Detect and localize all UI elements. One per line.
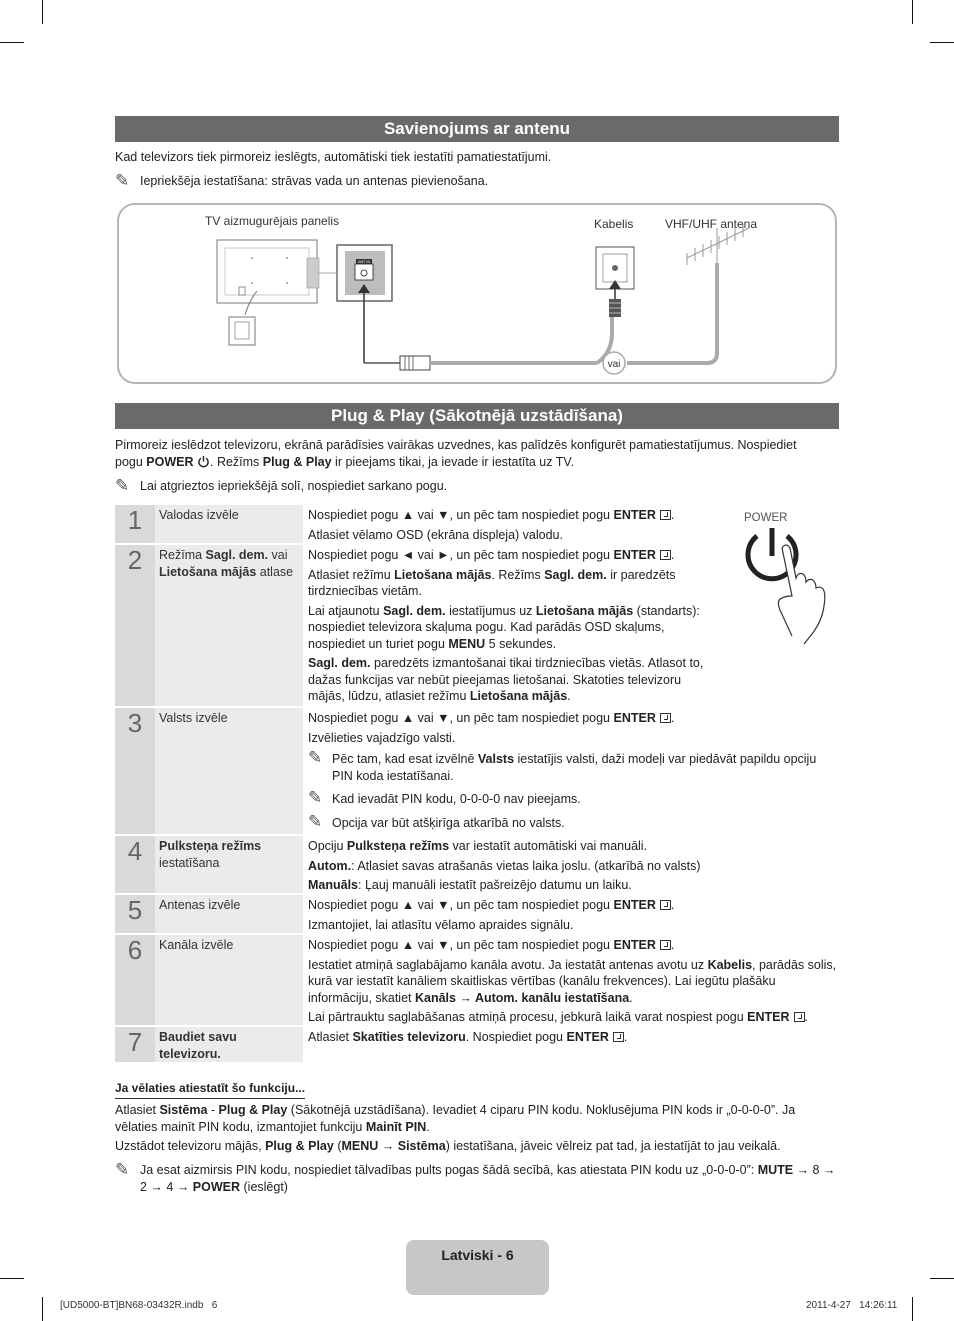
section-title-plug-and-play: Plug & Play (Sākotnējā uzstādīšana) xyxy=(115,403,839,429)
enter-icon xyxy=(660,510,671,520)
step-label-6: Kanāla izvēle xyxy=(155,935,303,1025)
power-button-label: POWER xyxy=(744,512,788,524)
coax-plug xyxy=(400,356,430,370)
step-number-3: 3 xyxy=(115,708,155,834)
crop-mark xyxy=(930,1278,954,1279)
pencil-icon: ✎ xyxy=(308,748,323,767)
step-number-4: 4 xyxy=(115,836,155,893)
enter-icon xyxy=(660,940,671,950)
crop-mark xyxy=(912,1297,913,1321)
step-content-2: Nospiediet pogu ◄ vai ►, un pēc tam nospiediet pogu ENTER . Atlasiet režīmu Lietošana mājās. Režīms Sagl. dem. ir paredzēts tirdzniecības vietām. Lai atjaunotu Sagl. dem. iestatījumus uz Lietošana mājās (standarts): nospiediet televizora skaļuma pogu. Kad parādās OSD skaļums, nospiediet un turiet pogu MENU 5 sekundes. Sagl. dem. paredzēts izmantošanai tikai tirdzniecības vietās. Atlasot to, dažas funkcijas var nebūt pieejamas lietošanai. Skatoties televizoru mājās, lūdzu, atlasiet režīmu Lietošana mājās. xyxy=(308,548,704,703)
page-number-tab: Latviski - 6 xyxy=(406,1240,549,1295)
reset-paragraph-1: Atlasiet Sistēma - Plug & Play (Sākotnējā uzstādīšana). Ievadiet 4 ciparu PIN kodu. Noklusējuma PIN kods ir „0-0-0-0”. Ja vēlaties mainīt PIN kodu, izmantojiet funkciju Mainīt PIN. xyxy=(115,1103,796,1134)
antenna-label: VHF/UHF antena xyxy=(665,217,758,231)
step-content-1: Nospiediet pogu ▲ vai ▼, un pēc tam nospiediet pogu ENTER . Atlasiet vēlamo OSD (ekrāna displeja) valodu. xyxy=(308,508,675,542)
power-icon xyxy=(197,455,210,468)
crop-mark xyxy=(930,42,954,43)
section2-intro: Pirmoreiz ieslēdzot televizoru, ekrānā parādīsies vairākas uzvednes, kas palīdzēs konfigurēt pamatiestatījumus. Nospiediet pogu POWER . Režīms Plug & Play ir pieejams tikai, ja ievade ir iestatīta uz TV. xyxy=(115,438,797,469)
crop-mark xyxy=(912,0,913,24)
step-label-4: Pulksteņa režīms iestatīšana xyxy=(155,836,303,893)
footer-date: 2011-4-27 14:26:11 xyxy=(806,1300,898,1311)
step-content-7: Atlasiet Skatīties televizoru. Nospiediet pogu ENTER . xyxy=(308,1030,628,1044)
connection-diagram-graphic xyxy=(117,203,837,384)
step-number-1: 1 xyxy=(115,505,155,543)
section-title-antenna: Savienojums ar antenu xyxy=(115,116,839,142)
cable-label: Kabelis xyxy=(594,217,634,231)
step-number-5: 5 xyxy=(115,895,155,933)
section2-note: ✎ Lai atgrieztos iepriekšējā solī, nospiediet sarkano pogu. xyxy=(115,476,448,495)
crop-mark xyxy=(0,1278,24,1279)
step-number-6: 6 xyxy=(115,935,155,1025)
pencil-icon: ✎ xyxy=(308,788,323,807)
crop-mark xyxy=(42,0,43,24)
step-content-6: Nospiediet pogu ▲ vai ▼, un pēc tam nospiediet pogu ENTER . Iestatiet atmiņā saglabājamo kanāla avotu. Ja iestatāt antenas avotu uz Kabelis, parādās solis, kurā var iestatīt kanāliem skaitliskas vērtības (kanālu frekvences). Lai iegūtu plašāku informāciju, skatiet Kanāls → Autom. kanālu iestatīšana. Lai pārtrauktu saglabāšanas atmiņā procesu, jebkurā laikā varat nospiest pogu ENTER . xyxy=(308,938,837,1024)
or-label: vai xyxy=(607,359,621,370)
step-label-1: Valodas izvēle xyxy=(155,505,303,543)
reset-heading: Ja vēlaties atiestatīt šo funkciju... xyxy=(115,1080,305,1099)
reset-paragraph-2: Uzstādot televizoru mājās, Plug & Play (MENU → Sistēma) iestatīšana, jāveic vēlreiz pat tad, ja iestatījāt to jau veikalā. xyxy=(115,1139,781,1153)
step-content-5: Nospiediet pogu ▲ vai ▼, un pēc tam nospiediet pogu ENTER . Izmantojiet, lai atlasītu vēlamo apraides signālu. xyxy=(308,898,675,932)
step-label-2: Režīma Sagl. dem. vai Lietošana mājās atlase xyxy=(155,545,303,706)
crop-mark xyxy=(42,1297,43,1321)
enter-icon xyxy=(794,1012,805,1022)
enter-icon xyxy=(660,713,671,723)
pencil-icon: ✎ xyxy=(308,811,323,831)
ant-in-label: ANT IN xyxy=(358,260,370,264)
step-label-5: Antenas izvēle xyxy=(155,895,303,933)
step-number-2: 2 xyxy=(115,545,155,706)
step-label-7: Baudiet savu televizoru. xyxy=(155,1027,303,1062)
pencil-icon: ✎ xyxy=(115,1160,130,1179)
step-label-3: Valsts izvēle xyxy=(155,708,303,834)
section1-intro: Kad televizors tiek pirmoreiz ieslēgts, automātiski tiek iestatīti pamatiestatījumi. xyxy=(115,150,552,164)
power-socket xyxy=(229,317,255,345)
reset-note: ✎ Ja esat aizmirsis PIN kodu, nospiediet tālvadības pults pogas šādā secībā, kas atiestata PIN kodu uz „0-0-0-0”: MUTE → 8 → 2 → 4 → POWER (ieslēgt) xyxy=(115,1160,836,1194)
step-content-3: Nospiediet pogu ▲ vai ▼, un pēc tam nospiediet pogu ENTER . Izvēlieties vajadzīgo valsti. ✎ Pēc tam, kad esat izvēlnē Valsts iestatījis valsti, daži modeļi var piedāvāt papildu opciju PIN koda iestatīšanai. ✎ Kad ievadāt PIN kodu, 0-0-0-0 nav pieejams. ✎ Opcija var būt atšķirīga atkarībā no valsts. xyxy=(308,711,817,831)
antenna-icon xyxy=(687,224,749,265)
section1-note: ✎ Iepriekšēja iestatīšana: strāvas vada un antenas pievienošana. xyxy=(115,171,489,190)
step-number-7: 7 xyxy=(115,1027,155,1062)
enter-icon xyxy=(660,900,671,910)
pencil-icon: ✎ xyxy=(115,476,130,495)
footer-file-name: [UD5000-BT]BN68-03432R.indb 6 xyxy=(60,1300,218,1311)
step-content-4: Opciju Pulksteņa režīms var iestatīt automātiski vai manuāli. Autom.: Atlasiet savas atrašanās vietas laika joslu. (atkarībā no valsts) Manuāls: Ļauj manuāli iestatīt pašreizējo datumu un laiku. xyxy=(308,839,701,892)
enter-icon xyxy=(613,1032,624,1042)
crop-mark xyxy=(0,42,24,43)
tv-back-panel-label: TV aizmugurējais panelis xyxy=(205,214,340,228)
enter-icon xyxy=(660,550,671,560)
pencil-icon: ✎ xyxy=(115,171,130,190)
tv-back-panel xyxy=(217,240,317,303)
